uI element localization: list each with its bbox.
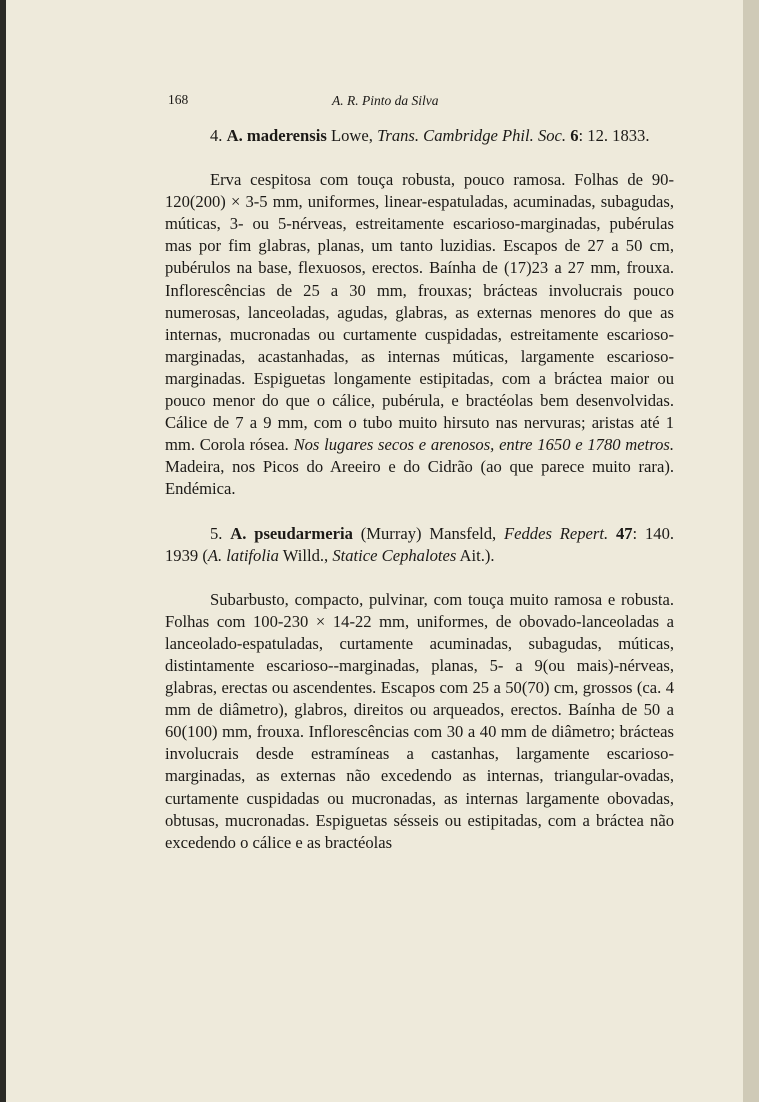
habitat-text: Nos lugares secos e arenosos, entre 1650 e 1780 metros. (293, 435, 674, 455)
genus-abbreviation: A. (226, 126, 243, 145)
species-number: 4. (210, 126, 223, 145)
book-page (6, 0, 743, 1102)
author-citation: Lowe, (330, 126, 373, 145)
synonym-1-author: Willd., (282, 545, 329, 565)
page-edge (743, 0, 759, 1102)
citation-middle: : 140. 1939 ( (165, 523, 675, 565)
genus-abbreviation: A. (230, 523, 247, 543)
citation-rest: : 12. 1833. (578, 126, 650, 145)
species-number: 5. (210, 523, 223, 543)
author-citation: (Murray) Mansfeld, (360, 523, 497, 543)
species-description-5: Subarbusto, compacto, pulvinar, com touça muito ramosa e robusta. Folhas com 100-230 × 14-22 mm, uniformes, de obovado-lanceoladas a lanceolado-espatuladas, curtamente acuminadas, subagudas, múticas, distintamente escarioso--marginadas, planas, 5- a 9(ou mais)-nérveas, glabras, erectas ou ascendentes. Escapos com 25 a 50(70) cm, grossos (ca. 4 mm de diâmetro), glabros, direitos ou arqueados, erectos. Baínha de 50 a 60(100) mm, frouxa. Inflorescências com 30 a 40 mm de diâmetro; brácteas involucrais desde estramíneas a castanhas, largamente escarioso-marginadas, as externas não excedendo as internas, triangular-ovadas, curtamente cuspidadas ou mucronadas, as internas largamente obovadas, obtusas, mucronadas. Espiguetas sésseis ou estipitadas, com a bráctea não excedendo o cálice e as bractéolas (165, 589, 674, 852)
species-heading-5 (165, 523, 674, 567)
journal-volume: 47 (615, 523, 633, 543)
synonym-2-author: Ait.). (459, 545, 495, 565)
journal-title: Trans. Cambridge Phil. Soc. (377, 126, 567, 145)
species-name: pseudarmeria (254, 523, 353, 543)
species-description-4 (165, 169, 674, 500)
synonym-1: A. latifolia (207, 545, 279, 565)
description-text: Erva cespitosa com touça robusta, pouco ramosa. Folhas de 90-120(200) × 3-5 mm, uniformes, linear-espatuladas, acuminadas, subagudas, múticas, 3- ou 5-nérveas, estreitamente escarioso-marginadas, pubérulas mas por fim glabras, planas, um tanto luzidias. Escapos de 27 a 50 cm, pubérulos na base, flexuosos, erectos. Baínha de (17)23 a 27 mm, frouxa. Inflorescências de 25 a 30 mm, frouxas; brácteas involucrais pouco numerosas, lanceoladas, agudas, glabras, as externas menores do que as internas, mucronadas ou curtamente cuspidadas, estreitamente escarioso-marginadas, acastanhadas, as internas múticas, largamente escarioso-marginadas. Espiguetas longamente estipitadas, com a bráctea maior ou pouco menor do que o cálice, pubérula, e bractéolas bem desenvolvidas. Cálice de 7 a 9 mm, com o tubo muito hirsuto nas nervuras; aristas até 1 mm. Corola rósea. (165, 170, 674, 455)
journal-volume: 6 (570, 126, 579, 145)
page-number: 168 (168, 92, 189, 107)
page-body (165, 125, 674, 854)
running-head: A. R. Pinto da Silva (332, 93, 439, 108)
distribution-text: Madeira, nos Picos do Areeiro e do Cidrão (ao que parece muito rara). Endémica. (165, 457, 674, 499)
synonym-2: Statice Cephalotes (332, 545, 457, 565)
species-heading-4 (165, 125, 674, 147)
page-header (6, 92, 743, 112)
species-name: maderensis (246, 126, 327, 145)
journal-title: Feddes Repert. (504, 523, 609, 543)
